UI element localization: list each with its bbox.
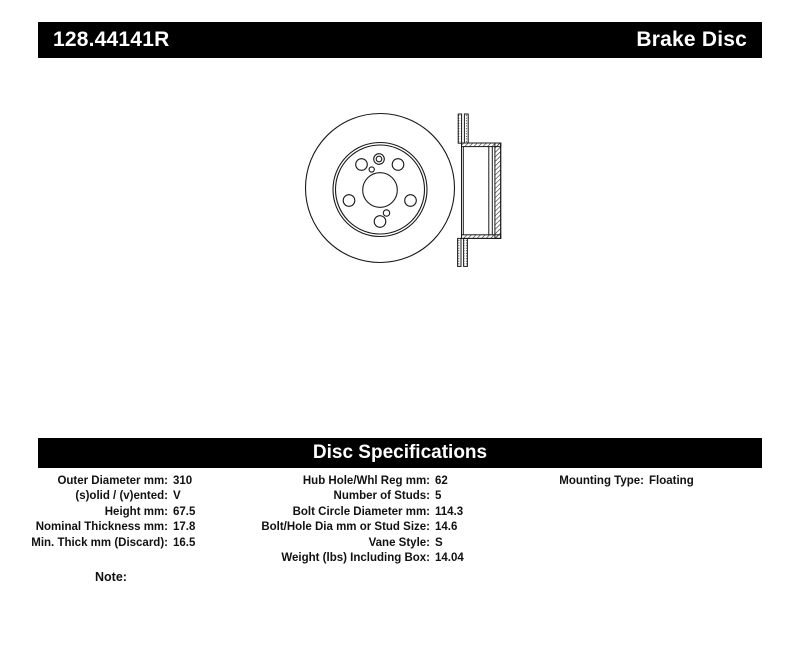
spec-label: Weight (lbs) Including Box: <box>281 552 430 565</box>
spec-label: Bolt Circle Diameter mm: <box>292 505 430 518</box>
spec-value: Floating <box>649 475 694 487</box>
spec-label: Hub Hole/Whl Reg mm: <box>302 475 430 487</box>
spec-column-middle <box>260 474 464 566</box>
spec-value: 16.5 <box>173 536 196 549</box>
outer-diameter-circle <box>306 114 455 263</box>
register-hole-ring <box>374 154 385 165</box>
spec-row <box>30 536 195 551</box>
spec-label: Bolt/Hole Dia mm or Stud Size: <box>261 521 430 534</box>
stud-hole <box>374 216 386 228</box>
spec-value: 310 <box>173 475 193 487</box>
spec-label: Height mm: <box>104 505 168 518</box>
spec-row <box>540 474 694 489</box>
stud-hole <box>356 159 368 171</box>
note-label: Note: <box>95 570 127 584</box>
brake-disc-front-view-icon <box>306 114 455 263</box>
spec-column-left <box>30 474 195 551</box>
part-number: 128.44141R <box>53 28 170 51</box>
set-screw-hole <box>383 210 389 216</box>
specifications-header-bar <box>38 438 762 468</box>
spec-value: 14.6 <box>435 521 458 534</box>
spec-value: 114.3 <box>435 505 464 518</box>
spec-value: 14.04 <box>435 552 464 565</box>
spec-row <box>30 505 195 520</box>
spec-label: Outer Diameter mm: <box>57 475 168 487</box>
stud-hole <box>392 159 404 171</box>
spec-column-right <box>540 474 694 489</box>
spec-row <box>260 489 464 504</box>
spec-row <box>30 474 195 489</box>
spec-value: 62 <box>435 475 448 487</box>
spec-value: 17.8 <box>173 521 196 534</box>
spec-value: 5 <box>435 490 442 503</box>
stud-hole <box>405 195 417 207</box>
spec-row <box>260 474 464 489</box>
spec-row <box>260 520 464 535</box>
spec-row <box>260 551 464 566</box>
product-name: Brake Disc <box>636 28 747 51</box>
spec-label: (s)olid / (v)ented: <box>75 490 168 503</box>
stud-hole <box>343 195 355 207</box>
set-screw-hole <box>369 167 374 172</box>
spec-label: Number of Studs: <box>333 490 430 503</box>
spec-row <box>260 505 464 520</box>
spec-label: Nominal Thickness mm: <box>35 521 168 534</box>
spec-value: V <box>173 490 181 503</box>
spec-label: Min. Thick mm (Discard): <box>31 536 168 549</box>
spec-row <box>30 520 195 535</box>
spec-row <box>260 536 464 551</box>
spec-value: 67.5 <box>173 505 196 518</box>
spec-row <box>30 489 195 504</box>
spec-label: Mounting Type: <box>559 475 644 487</box>
register-hole <box>376 156 382 162</box>
spec-value: S <box>435 536 443 549</box>
specifications-title: Disc Specifications <box>312 442 488 463</box>
hat-ring-inner <box>336 145 425 234</box>
center-hub-hole <box>363 173 398 208</box>
spec-label: Vane Style: <box>368 536 430 549</box>
brake-disc-side-section-icon <box>458 114 501 266</box>
